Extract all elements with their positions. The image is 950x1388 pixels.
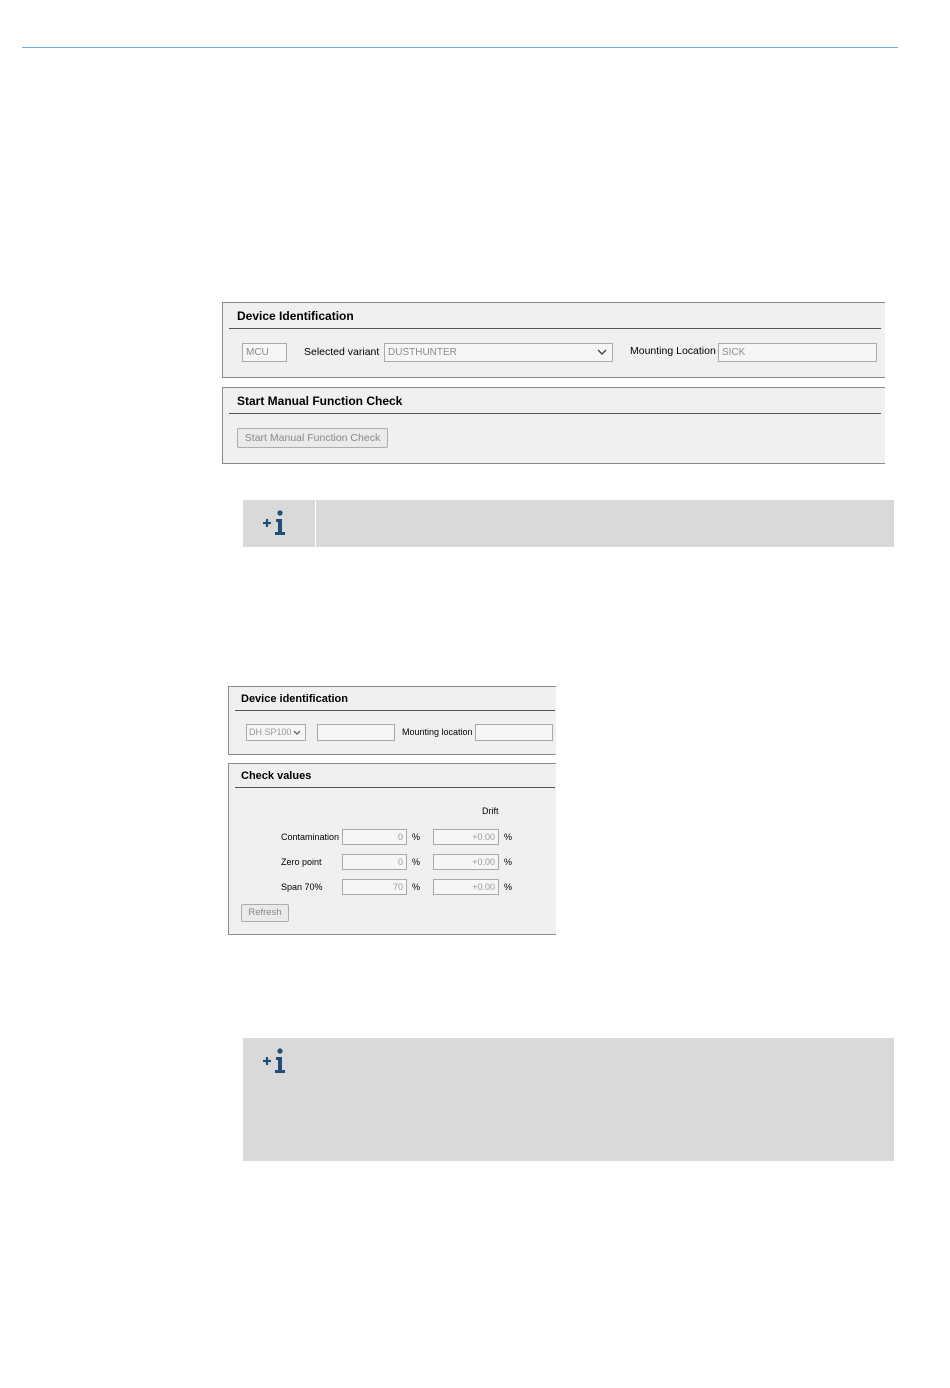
mounting-location-field[interactable]: SICK <box>718 343 877 362</box>
chevron-down-icon[interactable] <box>597 349 607 356</box>
refresh-button[interactable]: Refresh <box>241 904 289 922</box>
panel-divider <box>229 328 881 329</box>
zero-point-label: Zero point <box>281 857 322 867</box>
selected-variant-select[interactable] <box>384 343 613 362</box>
device-identification-panel-2 <box>228 686 556 755</box>
unit-label: % <box>504 857 513 867</box>
device-identification-title-2: Device identification <box>241 693 348 705</box>
panel-divider <box>235 710 555 711</box>
unit-label: % <box>504 882 513 892</box>
info-note <box>243 500 894 547</box>
drift-header: Drift <box>482 806 499 816</box>
span-value[interactable]: 70 <box>342 879 407 895</box>
contamination-drift[interactable]: +0.00 <box>433 829 499 845</box>
check-values-title: Check values <box>241 770 312 782</box>
start-manual-function-check-button[interactable]: Start Manual Function Check <box>237 428 388 448</box>
device-identification-title: Device Identification <box>237 309 354 323</box>
device-name-field[interactable] <box>317 724 395 741</box>
chevron-down-icon[interactable] <box>293 730 301 736</box>
mounting-location-label-2: Mounting location <box>402 727 473 737</box>
mcu-field[interactable]: MCU <box>242 343 287 362</box>
info-note-2 <box>243 1038 894 1161</box>
device-identification-panel <box>222 302 885 378</box>
span-drift[interactable]: +0.00 <box>433 879 499 895</box>
plus-info-icon <box>262 1048 290 1074</box>
unit-label: % <box>412 857 421 867</box>
check-values-panel <box>228 763 556 935</box>
variant-select-value: DH SP100 <box>249 727 292 737</box>
contamination-value[interactable]: 0 <box>342 829 407 845</box>
plus-info-icon <box>262 510 290 536</box>
function-check-panel <box>222 387 885 464</box>
zero-point-value[interactable]: 0 <box>342 854 407 870</box>
page-header-rule <box>22 47 898 48</box>
panel-divider <box>235 787 555 788</box>
mounting-location-field-2[interactable] <box>475 724 553 741</box>
unit-label: % <box>412 882 421 892</box>
unit-label: % <box>412 832 421 842</box>
function-check-title: Start Manual Function Check <box>237 394 403 408</box>
selected-variant-value: DUSTHUNTER <box>388 347 457 358</box>
unit-label: % <box>504 832 513 842</box>
panel-divider <box>229 413 881 414</box>
contamination-label: Contamination <box>281 832 340 842</box>
selected-variant-label: Selected variant <box>304 346 380 358</box>
span-label: Span 70% <box>281 882 323 892</box>
mounting-location-label: Mounting Location <box>630 345 716 357</box>
note-divider <box>315 500 316 547</box>
zero-point-drift[interactable]: +0.00 <box>433 854 499 870</box>
